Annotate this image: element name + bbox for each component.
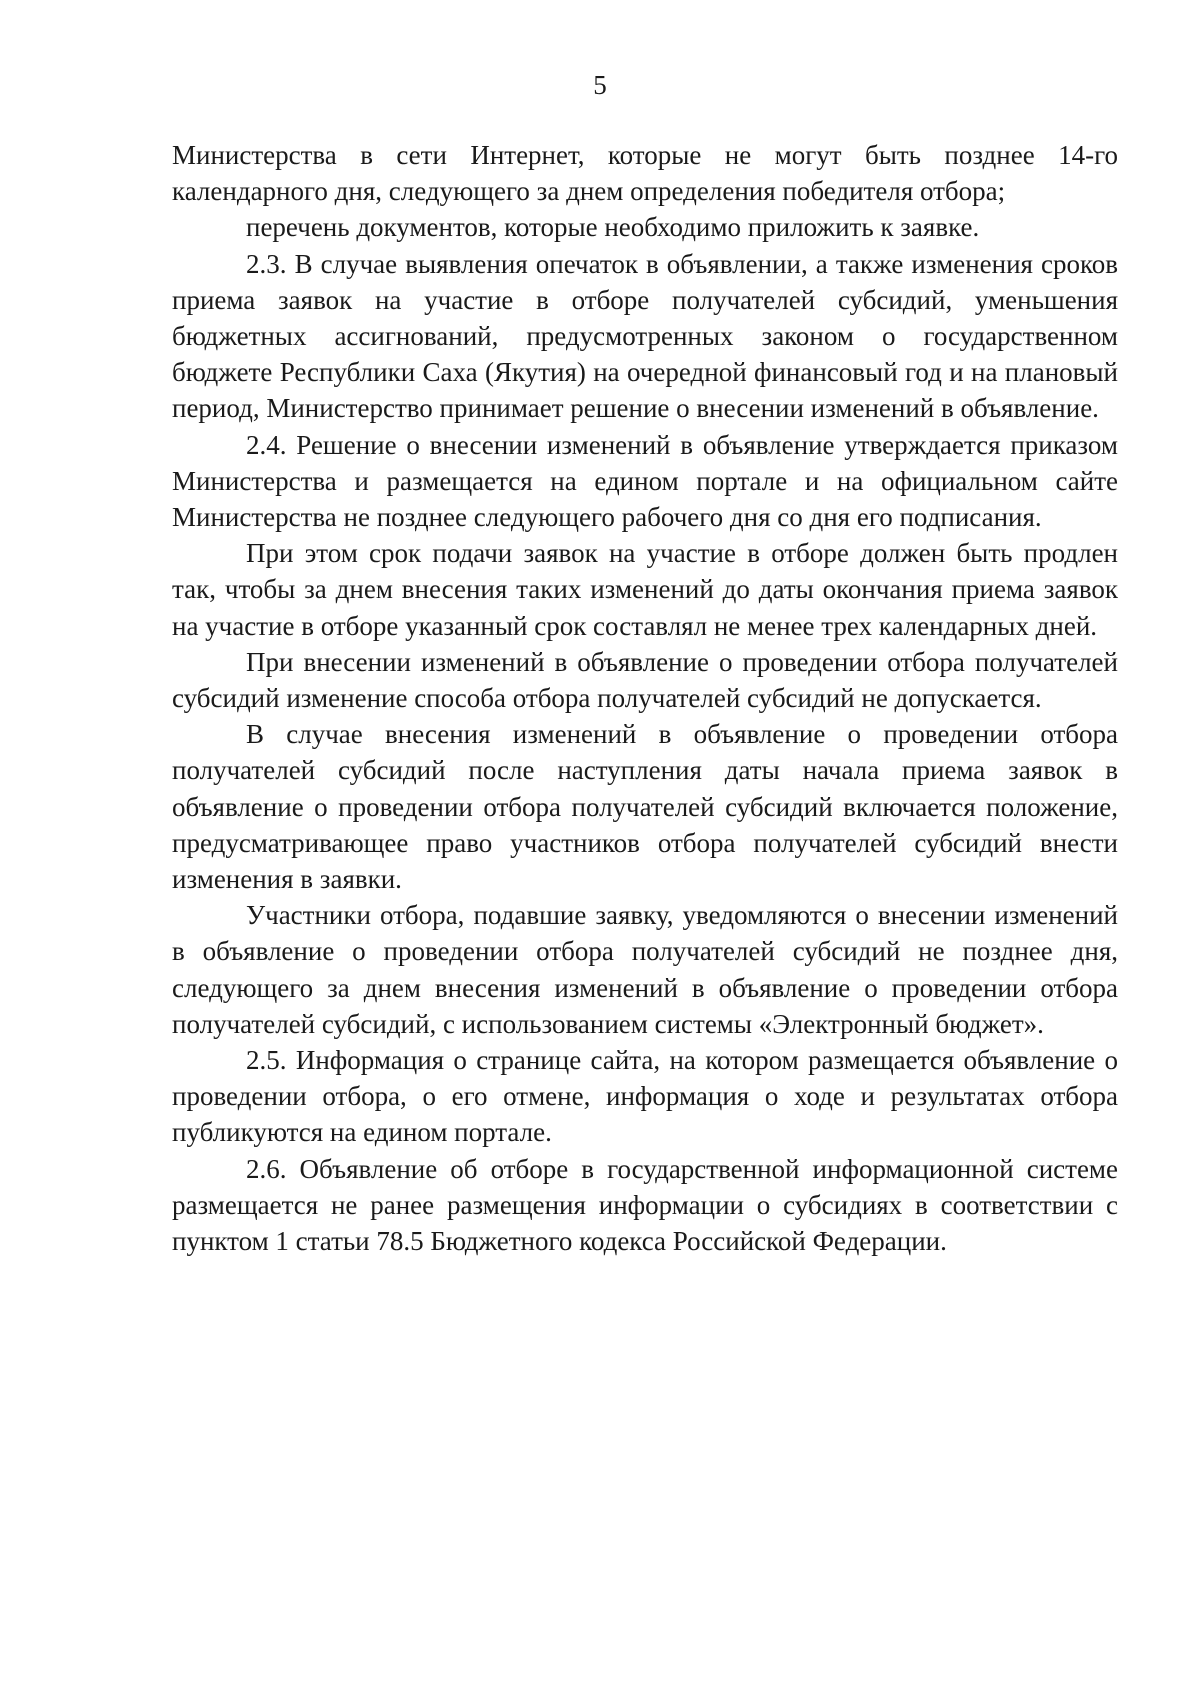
paragraph-2-5: 2.5. Информация о странице сайта, на котором размещается объявление о проведении отбора, о его отмене, информация о ходе и результатах отбора публикуются на едином портале.: [172, 1045, 1118, 1148]
paragraph-continuation: Министерства в сети Интернет, которые не могут быть позднее 14-го календарного дня, следующего за днем определения победителя отбора;: [172, 140, 1118, 207]
paragraph-documents-list: перечень документов, которые необходимо приложить к заявке.: [246, 212, 980, 243]
paragraph-deadline-extension: При этом срок подачи заявок на участие в отборе должен быть продлен так, чтобы за днем внесения таких изменений до даты окончания приема заявок на участие в отборе указанный срок составлял не менее трех календарных дней.: [172, 538, 1118, 641]
paragraph-applications-amendment: В случае внесения изменений в объявление о проведении отбора получателей субсидий после наступления даты начала приема заявок в объявление о проведении отбора получателей субсидий включается положение, предусматривающее право участников отбора получателей субсидий внести изменения в заявки.: [172, 719, 1118, 895]
paragraph-selection-method: При внесении изменений в объявление о проведении отбора получателей субсидий изменение способа отбора получателей субсидий не допускается.: [172, 646, 1118, 714]
paragraph-2-4: 2.4. Решение о внесении изменений в объявление утверждается приказом Министерства и размещается на едином портале и на официальном сайте Министерства не позднее следующего рабочего дня со дня его подписания.: [172, 429, 1118, 533]
page-number: 5: [593, 70, 607, 100]
paragraph-2-3: 2.3. В случае выявления опечаток в объявлении, а также изменения сроков приема заявок на участие в отборе получателей субсидий, уменьшения бюджетных ассигнований, предусмотренных законом о государственном бюджете Республики Саха (Якутия) на очередной финансовый год и на плановый период, Министерство принимает решение о внесении изменений в объявление.: [172, 248, 1118, 424]
paragraph-2-6: 2.6. Объявление об отборе в государственной информационной системе размещается не ранее размещения информации о субсидиях в соответствии с пунктом 1 статьи 78.5 Бюджетного кодекса Российской Федерации.: [172, 1153, 1118, 1257]
paragraph-participants-notice: Участники отбора, подавшие заявку, уведомляются о внесении изменений в объявление о проведении отбора получателей субсидий не позднее дня, следующего за днем внесения изменений в объявление о проведении отбора получателей субсидий, с использованием системы «Электронный бюджет».: [172, 900, 1118, 1039]
document-body: [172, 137, 1118, 1259]
